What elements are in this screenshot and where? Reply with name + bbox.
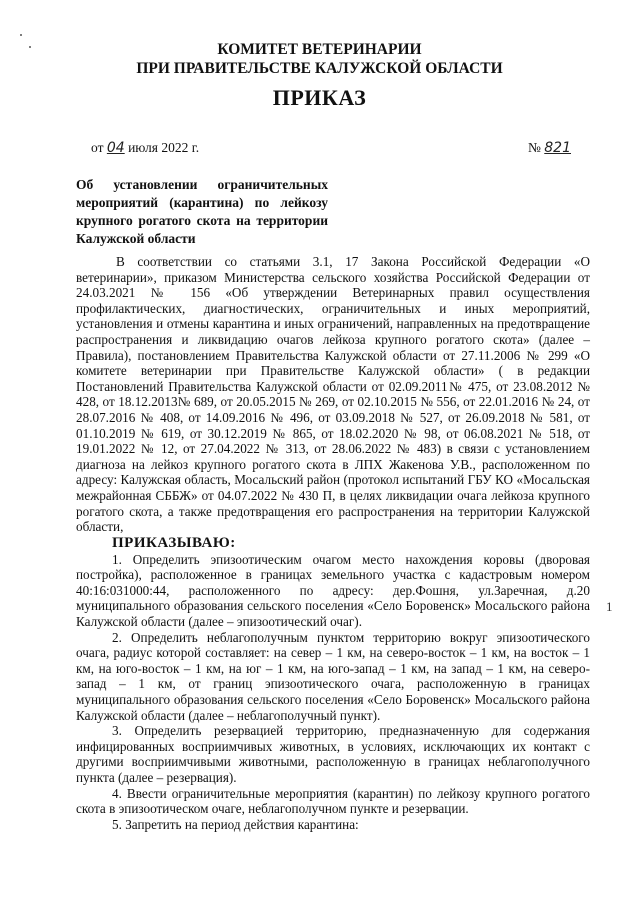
number-value-handwritten: 821	[544, 140, 571, 156]
preamble-paragraph: В соответствии со статьями 3.1, 17 Закона Российской Федерации «О ветеринарии», приказом Министерства сельского хозяйства Российской Федерации от 24.03.2021 № 156 «Об утверждении Ветеринарных правил осуществления профилактических, диагностических, ограничительных и иных мероприятий, установления и отмены карантина и иных ограничений, направленных на предотвращение распространения и ликвидацию очагов лейкоза крупного рогатого скота» (далее – Правила), постановлением Правительства Калужской области от 27.11.2006 № 299 «О комитете ветеринарии при Правительстве Калужской области» ( в редакции Постановлений Правительства Калужской области от 02.09.2011№ 475, от 23.08.2012 № 428, от 18.12.2013№ 689, от 20.05.2015 № 269, от 02.10.2015 № 556, от 22.01.2016 № 24, от 28.07.2016 № 408, от 14.09.2016 № 496, от 03.09.2018 № 527, от 26.09.2018 № 581, от 01.10.2019 № 619, от 30.12.2019 № 865, от 18.02.2020 № 98, от 06.08.2021 № 518, от 19.01.2022 № 12, от 27.04.2022 № 313, от 28.06.2022 № 483) в связи с установлением диагноза на лейкоз крупного рогатого скота в ЛПХ Жакенова У.В., расположенном по адресу: Калужская область, Мосальский район (протокол испытаний ГБУ КО «Мосальская межрайонная СББЖ» от 04.07.2022 № 430 П, в целях ликвидации очага лейкоза крупного рогатого скота, а также предотвращения его распространения на территории Калужской области,	[76, 254, 590, 535]
document-title: ПРИКАЗ	[272, 85, 367, 110]
date-rest: июля 2022 г.	[128, 140, 200, 155]
order-item-4: 4. Ввести ограничительные мероприятия (карантин) по лейкозу крупного рогатого скота в эпизоотическом очаге, неблагополучном пункте и резервации.	[76, 785, 590, 817]
order-item-3: 3. Определить резервацией территорию, предназначенную для содержания инфицированных восприимчивых животных, в условиях, исключающих их контакт с другими восприимчивыми животными, расположенную в границах неблагополучного пункта (далее – резервация).	[76, 723, 590, 785]
order-word: ПРИКАЗЫВАЮ:	[112, 534, 236, 551]
order-item-2: 2. Определить неблагополучным пунктом территорию вокруг эпизоотического очага, радиус которой составляет: на север – 1 км, на северо-восток – 1 км, на восток – 1 км, на юго-восток – 1 км, на юг – 1 км, на юго-запад – 1 км, на запад – 1 км, на северо-запад – 1 км, от границ эпизоотического очага, расположенную в границах муниципального образования сельского поселения «Село Боровенск» Мосальского района Калужской области (далее – неблагополучный пункт).	[76, 629, 590, 723]
org-name-line2: ПРИ ПРАВИТЕЛЬСТВЕ КАЛУЖСКОЙ ОБЛАСТИ	[136, 60, 503, 77]
order-item-1: 1. Определить эпизоотическим очагом место нахождения коровы (дворовая постройка), расположенное в границах земельного участка с кадастровым номером 40:16:031000:44, расположенного по адресу: дер.Фошня, ул.Заречная, д.20 муниципального образования сельского поселения «Село Боровенск» Мосальского района Калужской области (далее – эпизоотический очаг).	[76, 551, 590, 630]
number-prefix: №	[528, 140, 541, 155]
scan-speck	[20, 34, 22, 36]
order-number	[528, 140, 571, 156]
date-line	[91, 140, 199, 156]
order-subject: Об установлении ограничительных мероприятий (карантина) по лейкозу крупного рогатого скота на территории Калужской области	[76, 177, 328, 246]
margin-handwritten-mark: 1	[606, 599, 613, 614]
date-day-handwritten: 04	[106, 140, 125, 156]
order-body	[76, 254, 590, 832]
org-name-line1: КОМИТЕТ ВЕТЕРИНАРИИ	[217, 41, 422, 58]
order-item-5: 5. Запретить на период действия карантина:	[112, 816, 359, 832]
date-prefix: от	[91, 140, 104, 155]
